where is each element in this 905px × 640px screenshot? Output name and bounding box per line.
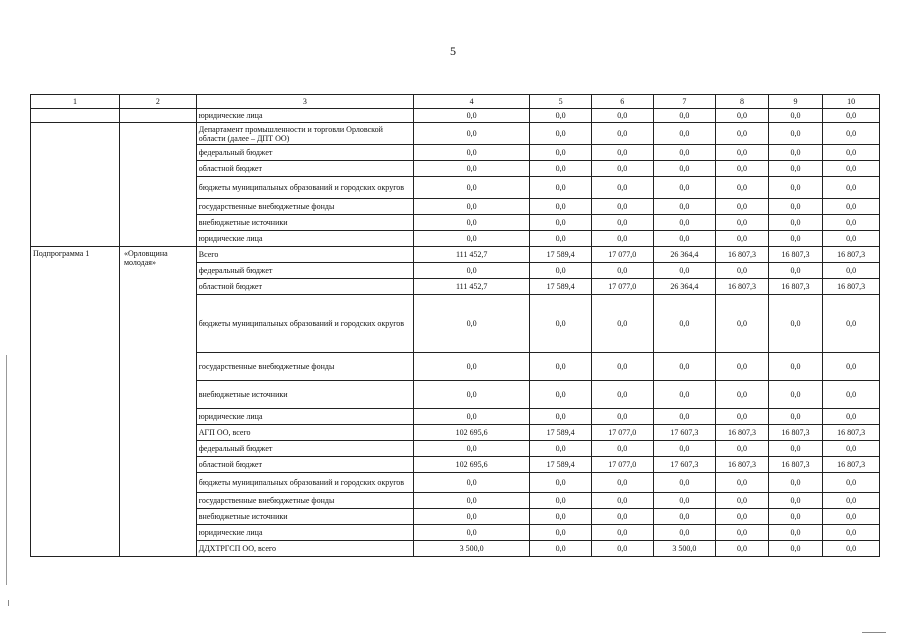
value-cell: 0,0 [823, 353, 880, 381]
value-cell: 0,0 [653, 409, 716, 425]
value-cell: 0,0 [591, 109, 653, 123]
value-cell: 0,0 [414, 145, 530, 161]
column-header-4: 4 [414, 95, 530, 109]
value-cell: 0,0 [414, 177, 530, 199]
value-cell: 0,0 [530, 493, 592, 509]
value-cell: 0,0 [414, 295, 530, 353]
value-cell: 0,0 [414, 123, 530, 145]
value-cell: 0,0 [768, 493, 823, 509]
value-cell: 0,0 [768, 441, 823, 457]
value-cell: 111 452,7 [414, 247, 530, 263]
value-cell: 0,0 [414, 509, 530, 525]
value-cell: 0,0 [414, 215, 530, 231]
value-cell: 0,0 [823, 409, 880, 425]
value-cell: 0,0 [653, 509, 716, 525]
value-cell: 0,0 [716, 109, 769, 123]
value-cell: 0,0 [591, 161, 653, 177]
value-cell: 102 695,6 [414, 425, 530, 441]
value-cell: 17 589,4 [530, 457, 592, 473]
value-cell: 26 364,4 [653, 247, 716, 263]
row-label: Всего [196, 247, 413, 263]
value-cell: 0,0 [823, 525, 880, 541]
column-header-2: 2 [119, 95, 196, 109]
value-cell: 0,0 [414, 199, 530, 215]
value-cell: 0,0 [653, 199, 716, 215]
col2-cell-empty [119, 109, 196, 123]
column-header-9: 9 [768, 95, 823, 109]
value-cell: 0,0 [591, 409, 653, 425]
value-cell: 0,0 [768, 263, 823, 279]
value-cell: 0,0 [768, 381, 823, 409]
value-cell: 0,0 [591, 215, 653, 231]
value-cell: 17 077,0 [591, 279, 653, 295]
value-cell: 111 452,7 [414, 279, 530, 295]
value-cell: 0,0 [591, 525, 653, 541]
value-cell: 0,0 [591, 381, 653, 409]
value-cell: 0,0 [591, 353, 653, 381]
budget-table [30, 94, 880, 557]
value-cell: 0,0 [653, 109, 716, 123]
value-cell: 0,0 [768, 473, 823, 493]
value-cell: 0,0 [768, 353, 823, 381]
column-header-1: 1 [31, 95, 120, 109]
subprogram-title: «Орловщина молодая» [119, 247, 196, 557]
value-cell: 0,0 [530, 381, 592, 409]
value-cell: 0,0 [591, 145, 653, 161]
value-cell: 0,0 [414, 493, 530, 509]
value-cell: 0,0 [414, 441, 530, 457]
value-cell: 0,0 [530, 177, 592, 199]
value-cell: 0,0 [768, 145, 823, 161]
value-cell: 0,0 [591, 199, 653, 215]
value-cell: 0,0 [591, 473, 653, 493]
column-header-8: 8 [716, 95, 769, 109]
table-header-row [31, 95, 880, 109]
value-cell: 0,0 [823, 177, 880, 199]
column-header-6: 6 [591, 95, 653, 109]
col2-cell-empty [119, 123, 196, 247]
value-cell: 17 589,4 [530, 425, 592, 441]
column-header-7: 7 [653, 95, 716, 109]
col1-cell-empty [31, 123, 120, 247]
value-cell: 0,0 [530, 123, 592, 145]
value-cell: 0,0 [414, 381, 530, 409]
column-header-10: 10 [823, 95, 880, 109]
value-cell: 0,0 [716, 525, 769, 541]
row-label: государственные внебюджетные фонды [196, 199, 413, 215]
value-cell: 0,0 [530, 525, 592, 541]
value-cell: 17 077,0 [591, 425, 653, 441]
value-cell: 0,0 [414, 525, 530, 541]
value-cell: 0,0 [823, 123, 880, 145]
value-cell: 0,0 [823, 473, 880, 493]
value-cell: 17 589,4 [530, 279, 592, 295]
value-cell: 0,0 [653, 493, 716, 509]
value-cell: 0,0 [653, 263, 716, 279]
table-row [31, 109, 880, 123]
value-cell: 0,0 [823, 493, 880, 509]
value-cell: 0,0 [716, 473, 769, 493]
value-cell: 16 807,3 [716, 425, 769, 441]
value-cell: 0,0 [768, 215, 823, 231]
value-cell: 0,0 [716, 199, 769, 215]
value-cell: 0,0 [591, 493, 653, 509]
value-cell: 0,0 [653, 441, 716, 457]
value-cell: 0,0 [716, 263, 769, 279]
value-cell: 0,0 [414, 353, 530, 381]
value-cell: 0,0 [591, 231, 653, 247]
value-cell: 0,0 [653, 473, 716, 493]
value-cell: 0,0 [591, 541, 653, 557]
row-label: областной бюджет [196, 279, 413, 295]
value-cell: 16 807,3 [768, 279, 823, 295]
value-cell: 0,0 [768, 123, 823, 145]
value-cell: 16 807,3 [823, 425, 880, 441]
value-cell: 0,0 [823, 541, 880, 557]
value-cell: 0,0 [530, 109, 592, 123]
value-cell: 0,0 [530, 161, 592, 177]
value-cell: 16 807,3 [823, 457, 880, 473]
value-cell: 0,0 [653, 231, 716, 247]
value-cell: 0,0 [768, 509, 823, 525]
value-cell: 0,0 [716, 541, 769, 557]
row-label: федеральный бюджет [196, 263, 413, 279]
value-cell: 16 807,3 [768, 425, 823, 441]
row-label: областной бюджет [196, 161, 413, 177]
value-cell: 0,0 [530, 231, 592, 247]
value-cell: 0,0 [768, 409, 823, 425]
value-cell: 0,0 [768, 177, 823, 199]
value-cell: 0,0 [530, 441, 592, 457]
value-cell: 0,0 [414, 473, 530, 493]
row-label: государственные внебюджетные фонды [196, 493, 413, 509]
value-cell: 0,0 [823, 109, 880, 123]
value-cell: 0,0 [716, 353, 769, 381]
value-cell: 0,0 [530, 473, 592, 493]
value-cell: 0,0 [530, 509, 592, 525]
value-cell: 0,0 [716, 145, 769, 161]
row-label: юридические лица [196, 525, 413, 541]
value-cell: 0,0 [716, 231, 769, 247]
value-cell: 0,0 [530, 215, 592, 231]
row-label: АГП ОО, всего [196, 425, 413, 441]
row-label: юридические лица [196, 231, 413, 247]
value-cell: 0,0 [414, 231, 530, 247]
value-cell: 0,0 [591, 509, 653, 525]
row-label: бюджеты муниципальных образований и городских округов [196, 295, 413, 353]
value-cell: 0,0 [768, 295, 823, 353]
value-cell: 0,0 [530, 263, 592, 279]
row-label: внебюджетные источники [196, 381, 413, 409]
value-cell: 0,0 [768, 199, 823, 215]
value-cell: 16 807,3 [823, 279, 880, 295]
value-cell: 0,0 [414, 263, 530, 279]
value-cell: 16 807,3 [716, 457, 769, 473]
value-cell: 0,0 [823, 145, 880, 161]
value-cell: 0,0 [653, 123, 716, 145]
value-cell: 17 077,0 [591, 247, 653, 263]
value-cell: 102 695,6 [414, 457, 530, 473]
value-cell: 16 807,3 [716, 279, 769, 295]
value-cell: 0,0 [530, 145, 592, 161]
row-label: Департамент промышленности и торговли Орловской области (далее – ДПТ ОО) [196, 123, 413, 145]
value-cell: 0,0 [591, 441, 653, 457]
value-cell: 0,0 [768, 231, 823, 247]
value-cell: 0,0 [591, 295, 653, 353]
value-cell: 0,0 [823, 161, 880, 177]
table-row [31, 123, 880, 145]
value-cell: 0,0 [823, 509, 880, 525]
column-header-5: 5 [530, 95, 592, 109]
value-cell: 0,0 [823, 263, 880, 279]
value-cell: 3 500,0 [653, 541, 716, 557]
row-label: бюджеты муниципальных образований и городских округов [196, 473, 413, 493]
value-cell: 16 807,3 [716, 247, 769, 263]
scan-edge-line [6, 355, 7, 585]
value-cell: 17 607,3 [653, 457, 716, 473]
value-cell: 0,0 [414, 409, 530, 425]
value-cell: 0,0 [823, 441, 880, 457]
scan-mark [8, 600, 9, 606]
value-cell: 0,0 [653, 525, 716, 541]
row-label: юридические лица [196, 409, 413, 425]
value-cell: 0,0 [716, 509, 769, 525]
scan-mark [862, 632, 886, 633]
value-cell: 0,0 [653, 145, 716, 161]
value-cell: 0,0 [768, 525, 823, 541]
value-cell: 0,0 [716, 161, 769, 177]
value-cell: 0,0 [823, 295, 880, 353]
value-cell: 0,0 [716, 123, 769, 145]
value-cell: 0,0 [591, 263, 653, 279]
row-label: федеральный бюджет [196, 441, 413, 457]
value-cell: 0,0 [768, 541, 823, 557]
row-label: внебюджетные источники [196, 509, 413, 525]
value-cell: 16 807,3 [823, 247, 880, 263]
value-cell: 0,0 [716, 441, 769, 457]
value-cell: 0,0 [768, 109, 823, 123]
row-label: внебюджетные источники [196, 215, 413, 231]
value-cell: 0,0 [823, 215, 880, 231]
value-cell: 0,0 [716, 381, 769, 409]
value-cell: 0,0 [591, 177, 653, 199]
row-label: государственные внебюджетные фонды [196, 353, 413, 381]
value-cell: 0,0 [768, 161, 823, 177]
value-cell: 0,0 [653, 353, 716, 381]
value-cell: 0,0 [530, 295, 592, 353]
row-label: юридические лица [196, 109, 413, 123]
value-cell: 0,0 [823, 231, 880, 247]
value-cell: 0,0 [716, 215, 769, 231]
value-cell: 0,0 [530, 199, 592, 215]
value-cell: 0,0 [823, 381, 880, 409]
value-cell: 0,0 [653, 215, 716, 231]
value-cell: 0,0 [530, 409, 592, 425]
value-cell: 0,0 [716, 493, 769, 509]
value-cell: 0,0 [653, 381, 716, 409]
value-cell: 0,0 [716, 409, 769, 425]
value-cell: 0,0 [530, 353, 592, 381]
value-cell: 0,0 [823, 199, 880, 215]
row-label: областной бюджет [196, 457, 413, 473]
value-cell: 0,0 [530, 541, 592, 557]
value-cell: 0,0 [414, 109, 530, 123]
subprogram-label: Подпрограмма 1 [31, 247, 120, 557]
value-cell: 0,0 [716, 295, 769, 353]
value-cell: 17 589,4 [530, 247, 592, 263]
value-cell: 0,0 [653, 295, 716, 353]
row-label: ДДХТРГСП ОО, всего [196, 541, 413, 557]
col1-cell-empty [31, 109, 120, 123]
value-cell: 0,0 [653, 177, 716, 199]
table-row [31, 247, 880, 263]
value-cell: 16 807,3 [768, 457, 823, 473]
value-cell: 0,0 [591, 123, 653, 145]
row-label: бюджеты муниципальных образований и городских округов [196, 177, 413, 199]
value-cell: 3 500,0 [414, 541, 530, 557]
value-cell: 0,0 [653, 161, 716, 177]
value-cell: 0,0 [716, 177, 769, 199]
value-cell: 17 077,0 [591, 457, 653, 473]
value-cell: 0,0 [414, 161, 530, 177]
value-cell: 16 807,3 [768, 247, 823, 263]
row-label: федеральный бюджет [196, 145, 413, 161]
value-cell: 26 364,4 [653, 279, 716, 295]
column-header-3: 3 [196, 95, 413, 109]
page-number: 5 [450, 44, 456, 58]
value-cell: 17 607,3 [653, 425, 716, 441]
